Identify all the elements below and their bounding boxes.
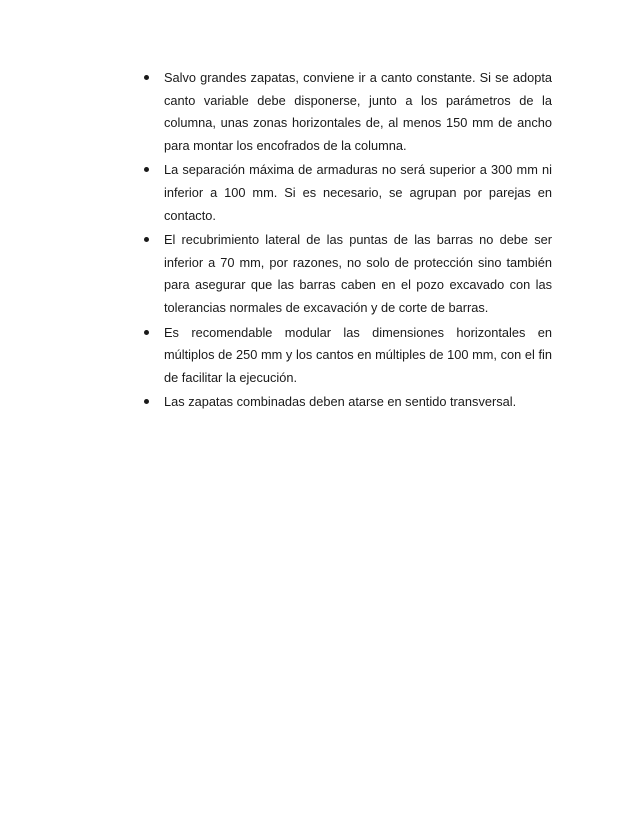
bullet-dot-icon (144, 167, 149, 172)
list-item-text: Las zapatas combinadas deben atarse en sentido transversal. (164, 394, 517, 410)
list-item (140, 322, 552, 390)
list-item-text: Salvo grandes zapatas, conviene ir a canto constante. Si se adopta canto variable debe disponerse, junto a los parámetros de la columna, unas zonas horizontales de, al menos 150 mm de ancho para montar los encofrados de la columna. (164, 70, 552, 153)
bullet-dot-icon (144, 75, 149, 80)
bullet-dot-icon (144, 237, 149, 242)
list-item-text: El recubrimiento lateral de las puntas de las barras no debe ser inferior a 70 mm, por razones, no solo de protección sino también para asegurar que las barras caben en el pozo excavado con las tolerancias normales de excavación y de corte de barras. (164, 232, 552, 315)
list-item (140, 159, 552, 227)
bullet-dot-icon (144, 399, 149, 404)
list-item (140, 229, 552, 319)
list-item (140, 67, 552, 157)
list-item-text: Es recomendable modular las dimensiones horizontales en múltiplos de 250 mm y los cantos en múltiples de 100 mm, con el fin de facilitar la ejecución. (164, 324, 552, 385)
bullet-dot-icon (144, 330, 149, 335)
bullet-list (140, 67, 552, 416)
list-item-text: La separación máxima de armaduras no será superior a 300 mm ni inferior a 100 mm. Si es necesario, se agrupan por parejas en contacto. (164, 162, 552, 223)
list-item (140, 391, 552, 414)
